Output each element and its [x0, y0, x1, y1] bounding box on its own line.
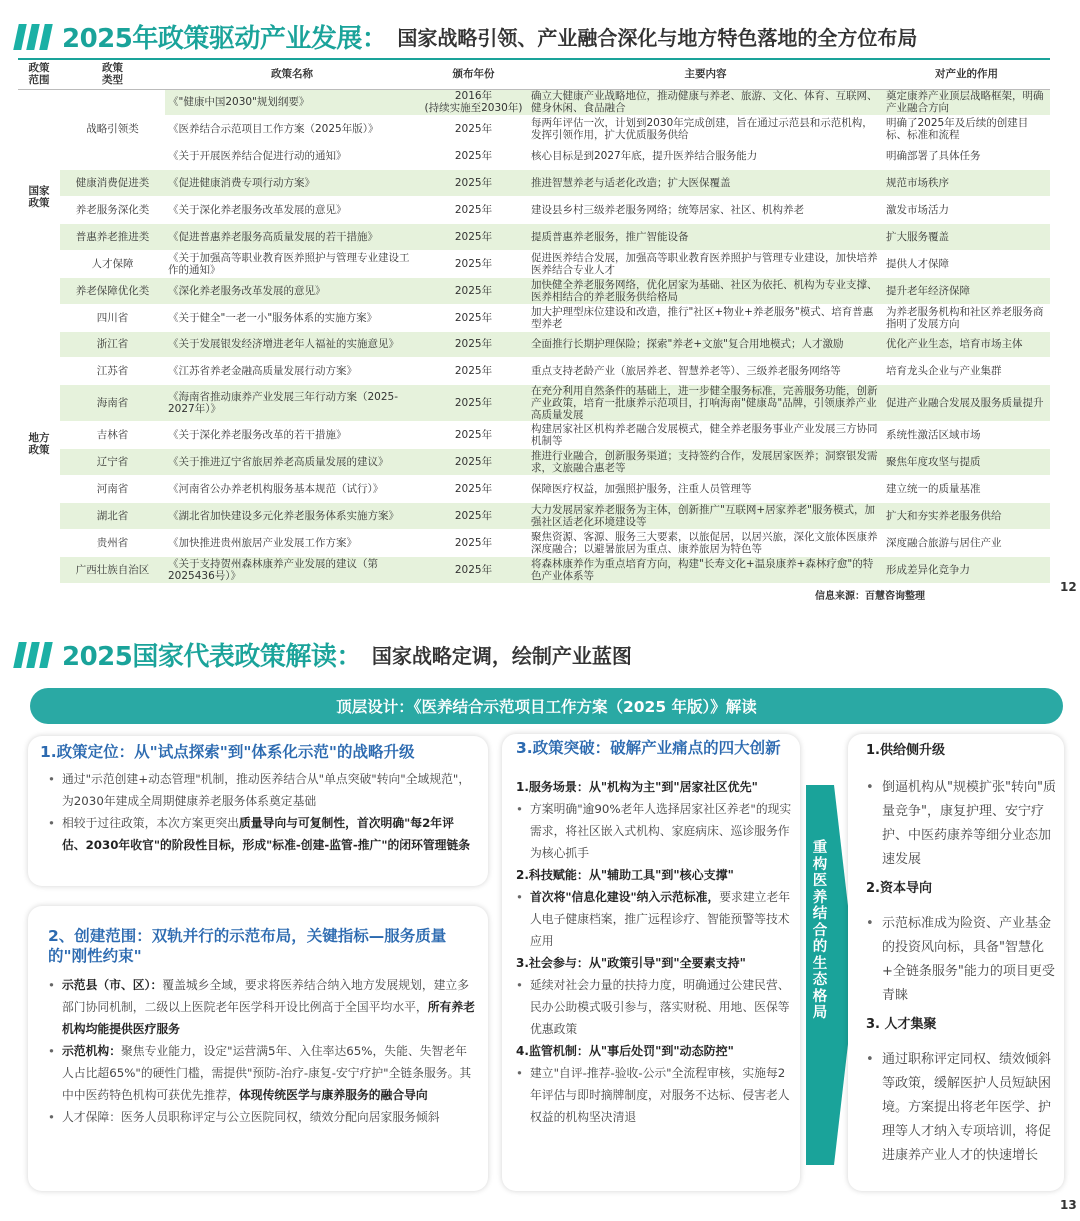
policy-content: 每两年评估一次，计划到2030年完成创建，旨在通过示范县和示范机构，发挥引领作用，扩大优质服务供给: [528, 116, 883, 143]
policy-year: 2025年: [419, 331, 528, 358]
card3-bullet: • 方案明确"逾90%老年人选择居家社区养老"的现实需求，将社区嵌入式机构、家庭病床、巡诊服务作为核心抓手: [508, 798, 794, 864]
table-row: [18, 331, 1050, 358]
policy-name: 《深化养老服务改革发展的意见》: [165, 277, 419, 304]
policy-name: 《河南省公办养老机构服务基本规范（试行）》: [165, 476, 419, 503]
policy-content: 加大护理型床位建设和改造，推行"社区+物业+养老服务"模式、培育普惠型养老: [528, 304, 883, 331]
policy-effect: 扩大服务覆盖: [883, 223, 1050, 250]
page-number: 12: [1060, 580, 1077, 594]
policy-name: 《关于加强高等职业教育医养照护与管理专业建设工作的通知》: [165, 250, 419, 277]
policy-effect: 提供人才保障: [883, 250, 1050, 277]
policy-name: 《湖北省加快建设多元化养老服务体系实施方案》: [165, 502, 419, 529]
policy-type: 吉林省: [60, 422, 165, 449]
policy-effect: 系统性激活区域市场: [883, 422, 1050, 449]
policy-positioning-card: [28, 736, 488, 886]
table-row: [18, 556, 1050, 583]
card4-bullet: • 倒逼机构从"规模扩张"转向"质量竞争"，康复护理、安宁疗护、中医药康养等细分业态加速发展: [852, 776, 1060, 872]
table-header-row: [18, 59, 1050, 89]
policy-name: 《促进普惠养老服务高质量发展的若干措施》: [165, 223, 419, 250]
policy-year: 2025年: [419, 502, 528, 529]
policy-name: 《"健康中国2030"规划纲要》: [165, 89, 419, 116]
col-name: 政策名称: [165, 59, 419, 89]
policy-year: 2025年: [419, 277, 528, 304]
card4-subhead: 1.供给侧升级: [866, 743, 945, 758]
card4-bullet: • 通过职称评定同权、绩效倾斜等政策，缓解医护人员短缺困境。方案提出将老年医学、护理等人才纳入专项培训，将促进康养产业人才的快速增长: [852, 1048, 1060, 1168]
policy-name: 《加快推进贵州旅居产业发展工作方案》: [165, 529, 419, 556]
title-bars-icon: [16, 24, 50, 50]
card4-subhead: 3. 人才集聚: [866, 1017, 937, 1032]
col-type: 政策 类型: [60, 59, 165, 89]
table-row: [18, 277, 1050, 304]
card4-bullet: • 示范标准成为险资、产业基金的投资风向标，具备"智慧化+全链条服务"能力的项目更受青睐: [852, 912, 1060, 1008]
policy-content: 加快健全养老服务网络，优化居家为基础、社区为依托、机构为专业支撑、医养相结合的养老服务供给格局: [528, 277, 883, 304]
policy-name: 《关于发展银发经济增进老年人福祉的实施意见》: [165, 331, 419, 358]
policy-content: 保障医疗权益，加强照护服务，注重人员管理等: [528, 476, 883, 503]
card1-title: 1.政策定位：从"试点探索"到"体系化示范"的战略升级: [40, 743, 415, 761]
policy-content: 将森林康养作为重点培育方向，构建"长寿文化+温泉康养+森林疗愈"的特色产业体系等: [528, 556, 883, 583]
policy-effect: 奠定康养产业顶层战略框架，明确产业融合方向: [883, 89, 1050, 116]
table-row: [18, 358, 1050, 385]
table-row: [18, 476, 1050, 503]
policy-content: 建设县乡村三级养老服务网络；统筹居家、社区、机构养老: [528, 197, 883, 224]
table-row: [18, 422, 1050, 449]
table-row: [18, 197, 1050, 224]
card3-subhead: 3.社会参与：从"政策引导"到"全要素支持": [516, 956, 746, 970]
card2-title: 2、创建范围：双轨并行的示范布局，关键指标—服务质量的"刚性约束": [48, 927, 447, 965]
policy-name: 《关于深化养老服务改革发展的意见》: [165, 197, 419, 224]
policy-content: 确立大健康产业战略地位，推动健康与养老、旅游、文化、体育、互联网、健身休闲、食品融合: [528, 89, 883, 116]
table-row: [18, 170, 1050, 197]
policy-effect: 聚焦年度攻坚与提质: [883, 449, 1050, 476]
section1-title: 2025年政策驱动产业发展：: [62, 24, 388, 54]
col-effect: 对产业的作用: [883, 59, 1050, 89]
table-row: [18, 449, 1050, 476]
col-scope: 政策 范围: [18, 59, 60, 89]
card2-bullet: • 人才保障：医务人员职称评定与公立医院同权，绩效分配向居家服务倾斜: [40, 1106, 476, 1128]
table-row: [18, 89, 1050, 116]
policy-year: 2025年: [419, 449, 528, 476]
card3-bullet: • 首次将"信息化建设"纳入示范标准，要求建立老年人电子健康档案，推广远程诊疗、智能预警等技术应用: [508, 886, 794, 952]
policy-year: 2025年: [419, 197, 528, 224]
policy-type: 辽宁省: [60, 449, 165, 476]
policy-content: 促进医养结合发展，加强高等职业教育医养照护与管理专业建设，加快培养医养结合专业人才: [528, 250, 883, 277]
card3-subhead: 2.科技赋能：从"辅助工具"到"核心支撑": [516, 868, 734, 882]
card3-bullet: • 建立"自评-推荐-验收-公示"全流程审核，实施每2年评估与即时摘牌制度，对服务不达标、侵害老人权益的机构坚决清退: [508, 1062, 794, 1128]
policy-type: 战略引领类: [60, 89, 165, 170]
policy-content: 重点支持老龄产业（旅居养老、智慧养老等）、三级养老服务网络等: [528, 358, 883, 385]
table-row: [18, 304, 1050, 331]
policy-type: 贵州省: [60, 529, 165, 556]
policy-type: 四川省: [60, 304, 165, 331]
policy-name: 《海南省推动康养产业发展三年行动方案（2025-2027年）》: [165, 385, 419, 422]
table-row: [18, 143, 1050, 170]
col-year: 颁布年份: [419, 59, 528, 89]
title-bars-icon: [16, 642, 50, 668]
policy-name: 《关于支持贺州森林康养产业发展的建议（第2025436号）》: [165, 556, 419, 583]
policy-table: [18, 58, 1050, 584]
table-row: [18, 223, 1050, 250]
policy-name: 《关于深化养老服务改革的若干措施》: [165, 422, 419, 449]
table-row: [18, 250, 1050, 277]
section1-subtitle: 国家战略引领、产业融合深化与地方特色落地的全方位布局: [397, 26, 918, 50]
card3-subhead: 4.监管机制：从"事后处罚"到"动态防控": [516, 1044, 734, 1058]
policy-effect: 建立统一的质量基准: [883, 476, 1050, 503]
policy-year: 2025年: [419, 529, 528, 556]
policy-year: 2025年: [419, 223, 528, 250]
col-content: 主要内容: [528, 59, 883, 89]
policy-type: 海南省: [60, 385, 165, 422]
card2-bullet: • 示范县（市、区）：覆盖城乡全域，要求将医养结合纳入地方发展规划，建立多部门协同机制，二级以上医院老年医学科开设比例高于全国平均水平，所有养老机构均能提供医疗服务: [40, 974, 476, 1040]
industry-impact-card: [848, 734, 1064, 1191]
policy-effect: 优化产业生态，培育市场主体: [883, 331, 1050, 358]
policy-effect: 形成差异化竞争力: [883, 556, 1050, 583]
policy-type: 普惠养老推进类: [60, 223, 165, 250]
policy-year: 2025年: [419, 304, 528, 331]
card3-subhead: 1.服务场景：从"机构为主"到"居家社区优先": [516, 780, 758, 794]
policy-content: 全面推行长期护理保险；探索"养老+文旅"复合用地模式；人才激励: [528, 331, 883, 358]
policy-effect: 明确部署了具体任务: [883, 143, 1050, 170]
card1-bullet: • 相较于过往政策，本次方案更突出质量导向与可复制性，首次明确"每2年评估、2030年收官"的阶段性目标，形成"标准-创建-监管-推广"的闭环管理链条: [40, 812, 476, 856]
policy-year: 2025年: [419, 116, 528, 143]
table-row: [18, 529, 1050, 556]
section1-header: [16, 18, 917, 55]
policy-year: 2025年: [419, 170, 528, 197]
table-row: [18, 385, 1050, 422]
policy-type: 养老保障优化类: [60, 277, 165, 304]
policy-type: 浙江省: [60, 331, 165, 358]
policy-name: 《关于推进辽宁省旅居养老高质量发展的建议》: [165, 449, 419, 476]
policy-name: 《促进健康消费专项行动方案》: [165, 170, 419, 197]
policy-year: 2025年: [419, 358, 528, 385]
section2-subtitle: 国家战略定调，绘制产业蓝图: [371, 644, 632, 668]
policy-type: 健康消费促进类: [60, 170, 165, 197]
policy-effect: 激发市场活力: [883, 197, 1050, 224]
policy-type: 人才保障: [60, 250, 165, 277]
policy-year: 2025年: [419, 385, 528, 422]
source-note: 信息来源：百慧咨询整理: [815, 591, 925, 602]
policy-content: 在充分利用自然条件的基础上，进一步健全服务标准，完善服务功能，创新产业政策，培育一批康养示范项目，打响海南"健康岛"品牌，引领康养产业高质量发展: [528, 385, 883, 422]
page-number: 13: [1060, 1198, 1077, 1212]
policy-effect: 为养老服务机构和社区养老服务商指明了发展方向: [883, 304, 1050, 331]
policy-effect: 培育龙头企业与产业集群: [883, 358, 1050, 385]
policy-effect: 明确了2025年及后续的创建目标、标准和流程: [883, 116, 1050, 143]
card4-subhead: 2.资本导向: [866, 881, 932, 896]
policy-year: 2016年 (持续实施至2030年): [419, 89, 528, 116]
policy-year: 2025年: [419, 250, 528, 277]
creation-scope-card: [28, 906, 488, 1191]
policy-type: 广西壮族自治区: [60, 556, 165, 583]
card3-title: 3.政策突破：破解产业痛点的四大创新: [516, 739, 781, 757]
policy-name: 《关于健全"一老一小"服务体系的实施方案》: [165, 304, 419, 331]
scope-local: 地方 政策: [18, 304, 60, 583]
policy-content: 核心目标是到2027年底，提升医养结合服务能力: [528, 143, 883, 170]
policy-name: 《关于开展医养结合促进行动的通知》: [165, 143, 419, 170]
policy-year: 2025年: [419, 556, 528, 583]
policy-year: 2025年: [419, 476, 528, 503]
policy-effect: 规范市场秩序: [883, 170, 1050, 197]
policy-content: 聚焦资源、客源、服务三大要素，以旅促居，以居兴旅，深化文旅体医康养深度融合；以避暑旅居为重点、康养旅居为特色等: [528, 529, 883, 556]
policy-effect: 提升老年经济保障: [883, 277, 1050, 304]
policy-type: 湖北省: [60, 502, 165, 529]
policy-content: 构建居家社区机构养老融合发展模式，健全养老服务事业产业发展三方协同机制等: [528, 422, 883, 449]
table-row: [18, 502, 1050, 529]
section2-title: 2025国家代表政策解读：: [62, 642, 362, 672]
policy-year: 2025年: [419, 422, 528, 449]
card1-bullet: • 通过"示范创建+动态管理"机制，推动医养结合从"单点突破"转向"全域规范"，为2030年建成全周期健康养老服务体系奠定基础: [40, 768, 476, 812]
section2-header: [16, 636, 632, 673]
policy-content: 大力发展居家养老服务为主体，创新推广"互联网+居家养老"服务模式，加强社区适老化环境建设等: [528, 502, 883, 529]
policy-year: 2025年: [419, 143, 528, 170]
policy-type: 江苏省: [60, 358, 165, 385]
arrow-label: 重构医养结合的生态格局: [812, 840, 828, 1021]
policy-content: 推进智慧养老与适老化改造；扩大医保覆盖: [528, 170, 883, 197]
policy-effect: 促进产业融合发展及服务质量提升: [883, 385, 1050, 422]
card3-bullet: • 延续对社会力量的扶持力度，明确通过公建民营、民办公助模式吸引参与，落实财税、用地、医保等优惠政策: [508, 974, 794, 1040]
policy-content: 推进行业融合，创新服务渠道；支持签约合作，发展居家医养；洞察银发需求，文旅融合惠老等: [528, 449, 883, 476]
policy-breakthrough-card: [502, 734, 800, 1191]
top-design-banner: 顶层设计：《医养结合示范项目工作方案（2025 年版）》解读: [30, 688, 1063, 724]
policy-name: 《医养结合示范项目工作方案（2025年版）》: [165, 116, 419, 143]
table-row: [18, 116, 1050, 143]
card2-bullet: • 示范机构：聚焦专业能力，设定"运营满5年、入住率达65%，失能、失智老年人占比超65%"的硬性门槛，需提供"预防-治疗-康复-安宁疗护"全链条服务。其中中医药特色机构可获优先推荐，体现传统医学与康养服务的融合导向: [40, 1040, 476, 1106]
policy-effect: 扩大和夯实养老服务供给: [883, 502, 1050, 529]
policy-type: 养老服务深化类: [60, 197, 165, 224]
policy-name: 《江苏省养老金融高质量发展行动方案》: [165, 358, 419, 385]
policy-type: 河南省: [60, 476, 165, 503]
policy-effect: 深度融合旅游与居住产业: [883, 529, 1050, 556]
policy-content: 提质普惠养老服务，推广智能设备: [528, 223, 883, 250]
scope-national: 国家 政策: [18, 89, 60, 304]
